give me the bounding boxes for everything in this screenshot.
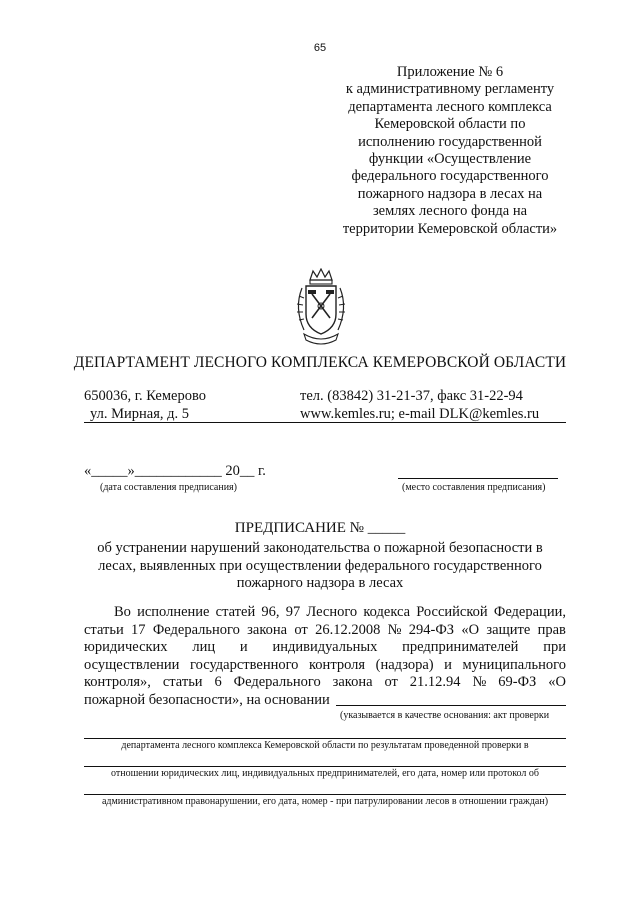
body-word: кодекса xyxy=(363,604,411,620)
body-word: 21.12.94 xyxy=(409,674,461,691)
body-word: Федерации, xyxy=(493,604,566,620)
page-number: 65 xyxy=(313,42,327,54)
letterhead-divider xyxy=(84,422,566,423)
body-word: осуществлении xyxy=(84,656,180,673)
body-word: контроля xyxy=(309,656,366,673)
basis-caption-2: отношении юридических лиц, индивидуальных предпринимателей, его дата, номер или протокол об xyxy=(111,768,539,779)
body-word: Во xyxy=(114,604,131,620)
body-word: закона xyxy=(247,621,288,638)
appendix-line: федерального государственного xyxy=(351,168,549,185)
body-word: статей xyxy=(215,604,256,620)
body-word: и xyxy=(239,639,248,656)
appendix-line: функции «Осуществление xyxy=(368,151,532,168)
basis-caption-3: административном правонарушении, его дата, номер - при патрулировании лесов в отношении граждан) xyxy=(101,796,549,807)
body-word: муниципального xyxy=(462,656,566,673)
body-line xyxy=(84,639,566,657)
body-word: от xyxy=(384,674,398,691)
contacts-line-1: тел. (83842) 31-21-37, факс 31-22-94 xyxy=(300,388,523,404)
body-word: статьи xyxy=(162,674,203,691)
order-place-field xyxy=(398,478,558,479)
basis-fill-rule-3 xyxy=(84,794,566,795)
body-word: 69-ФЗ xyxy=(498,674,537,691)
order-subtitle xyxy=(0,540,640,593)
basis-caption-1: департамента лесного комплекса Кемеровской области по результатам проведенной проверки в xyxy=(121,740,529,751)
body-word: лиц xyxy=(192,639,216,656)
appendix-line: территории Кемеровской области» xyxy=(342,220,558,237)
body-word: при xyxy=(543,639,566,656)
order-title: ПРЕДПИСАНИЕ № _____ xyxy=(234,520,406,536)
coat-of-arms-icon xyxy=(290,268,352,346)
body-word: индивидуальных xyxy=(272,639,378,656)
body-word: 294-ФЗ xyxy=(408,621,455,638)
body-word: прав xyxy=(537,621,566,638)
appendix-line: пожарного надзора в лесах на xyxy=(357,185,543,202)
order-subtitle-line: об устранении нарушений законодательства о пожарной безопасности в xyxy=(97,540,543,556)
body-word: «О xyxy=(461,621,480,638)
body-word: контроля», xyxy=(84,674,151,691)
body-word: защите xyxy=(486,621,531,638)
body-line xyxy=(84,622,566,640)
order-date-field: «_____»____________ 20__ г. xyxy=(84,463,266,479)
body-word: 26.12.2008 xyxy=(315,621,381,638)
basis-fill-rule-2 xyxy=(84,766,566,767)
body-word: Российской xyxy=(416,604,488,620)
appendix-line: к административному регламенту xyxy=(345,81,555,98)
body-word: и xyxy=(444,656,452,673)
body-word: Федерального xyxy=(152,621,240,638)
appendix-line: департамента лесного комплекса xyxy=(348,98,552,115)
order-subtitle-line: лесах, выявленных при осуществлении федерального государственного xyxy=(98,557,542,574)
body-line xyxy=(84,604,566,622)
date-caption: (дата составления предписания) xyxy=(100,482,237,493)
appendix-line: Приложение № 6 xyxy=(396,64,504,80)
body-line xyxy=(84,674,566,692)
department-title: ДЕПАРТАМЕНТ ЛЕСНОГО КОМПЛЕКСА КЕМЕРОВСКОЙ ОБЛАСТИ xyxy=(73,354,567,371)
body-word: государственного xyxy=(190,656,299,673)
basis-fill-rule-1 xyxy=(84,738,566,739)
appendix-header xyxy=(330,64,570,238)
body-word: № xyxy=(472,674,487,691)
body-word: 17 xyxy=(131,621,146,638)
appendix-line: землях лесного фонда на xyxy=(372,203,528,220)
body-word: предпринимателей xyxy=(402,639,519,656)
body-last-line: пожарной безопасности», на основании xyxy=(84,691,330,708)
body-word: (надзора) xyxy=(375,656,434,673)
body-word: закона xyxy=(332,674,373,691)
body-basis-line xyxy=(84,692,566,710)
body-line xyxy=(84,657,566,675)
body-word: юридических xyxy=(84,639,168,656)
body-word: «О xyxy=(548,674,566,691)
address-line-2: ул. Мирная, д. 5 xyxy=(90,406,189,422)
order-body xyxy=(84,604,566,710)
place-caption: (место составления предписания) xyxy=(402,482,546,493)
address-line-1: 650036, г. Кемерово xyxy=(84,388,206,404)
contacts-line-2: www.kemles.ru; e-mail DLK@kemles.ru xyxy=(300,406,540,422)
basis-caption: (указывается в качестве основания: акт проверки xyxy=(340,710,550,721)
appendix-line: Кемеровской области по xyxy=(374,116,526,133)
body-word: Лесного xyxy=(306,604,358,620)
body-word: № xyxy=(387,621,402,638)
body-word: 97 xyxy=(285,604,301,620)
appendix-line: исполнению государственной xyxy=(358,133,542,150)
body-word: от xyxy=(294,621,308,638)
body-word: исполнение xyxy=(137,604,210,620)
body-word: Федерального xyxy=(233,674,321,691)
body-word: 96, xyxy=(261,604,280,620)
body-word: статьи xyxy=(84,621,124,638)
body-justified-lines xyxy=(84,604,566,692)
basis-fill-line xyxy=(336,704,566,706)
body-word: 6 xyxy=(214,674,222,691)
order-subtitle-line: пожарного надзора в лесах xyxy=(236,575,404,591)
